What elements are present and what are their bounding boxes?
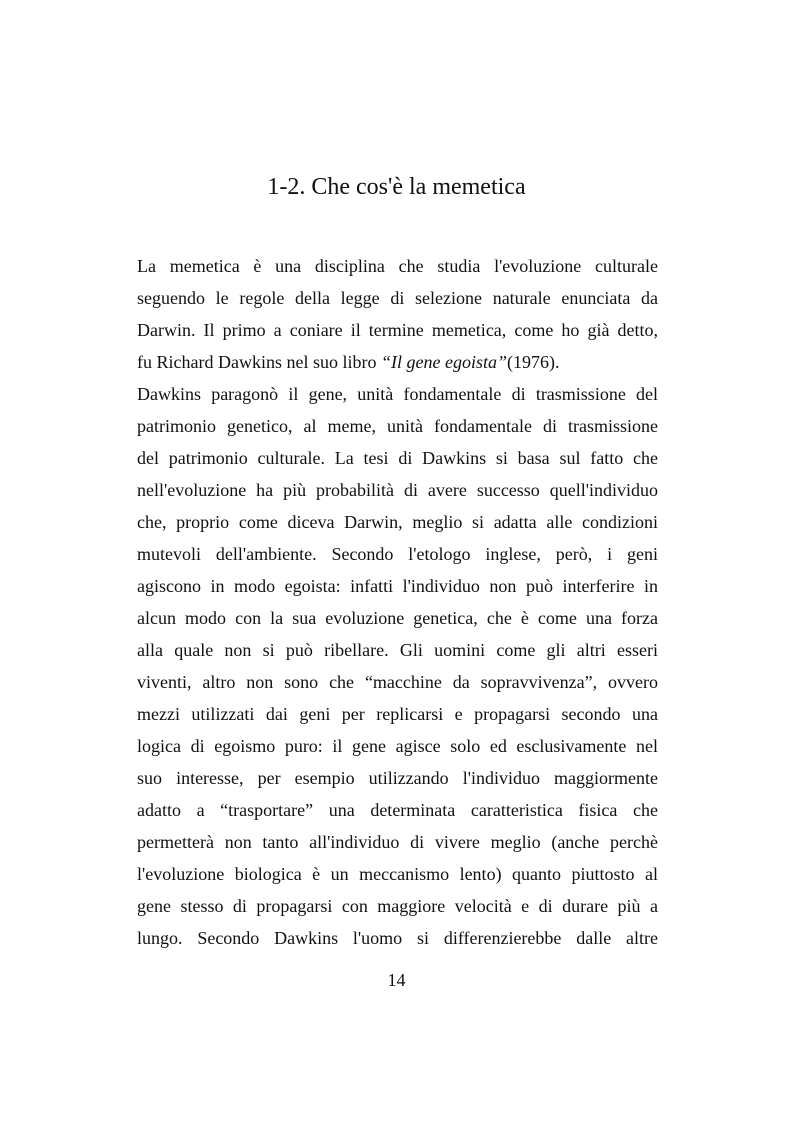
text-line: mezzi utilizzati dai geni per replicarsi e propagarsi secondo una — [137, 704, 658, 724]
text-line: alla quale non si può ribellare. Gli uomini come gli altri esseri — [137, 640, 658, 660]
text-fragment: fu Richard Dawkins nel suo libro — [137, 352, 381, 372]
book-title: “Il gene egoista” — [380, 352, 507, 372]
text-line: l'evoluzione biologica è un meccanismo lento) quanto piuttosto al — [137, 864, 658, 884]
text-line: logica di egoismo puro: il gene agisce solo ed esclusivamente nel — [137, 736, 658, 756]
text-line: nell'evoluzione ha più probabilità di avere successo quell'individuo — [137, 480, 658, 500]
text-line: alcun modo con la sua evoluzione genetica, che è come una forza — [137, 608, 658, 628]
text-line: permetterà non tanto all'individuo di vivere meglio (anche perchè — [137, 832, 658, 852]
text-line: adatto a “trasportare” una determinata caratteristica fisica che — [137, 800, 658, 820]
text-line: mutevoli dell'ambiente. Secondo l'etologo inglese, però, i geni — [137, 544, 658, 564]
text-line: lungo. Secondo Dawkins l'uomo si differenzierebbe dalle altre — [137, 928, 658, 948]
text-line: che, proprio come diceva Darwin, meglio si adatta alle condizioni — [137, 512, 658, 532]
text-line: seguendo le regole della legge di selezione naturale enunciata da — [137, 288, 658, 308]
text-line: del patrimonio culturale. La tesi di Dawkins si basa sul fatto che — [137, 448, 658, 468]
text-line: agiscono in modo egoista: infatti l'individuo non può interferire in — [137, 576, 658, 596]
body-text — [137, 250, 658, 954]
text-line: gene stesso di propagarsi con maggiore velocità e di durare più a — [137, 896, 658, 916]
section-heading: 1-2. Che cos'è la memetica — [267, 174, 526, 200]
text-line: Dawkins paragonò il gene, unità fondamentale di trasmissione del — [137, 384, 658, 404]
page-number: 14 — [387, 970, 406, 990]
paragraph-2 — [137, 378, 658, 954]
text-line: patrimonio genetico, al meme, unità fondamentale di trasmissione — [137, 416, 658, 436]
text-line: viventi, altro non sono che “macchine da sopravvivenza”, ovvero — [137, 672, 658, 692]
text-line: Darwin. Il primo a coniare il termine memetica, come ho già detto, — [137, 320, 658, 340]
text-fragment: (1976). — [506, 352, 560, 372]
paragraph-1 — [137, 250, 658, 378]
text-line — [137, 346, 658, 378]
text-line: La memetica è una disciplina che studia l'evoluzione culturale — [137, 256, 658, 276]
text-line: suo interesse, per esempio utilizzando l'individuo maggiormente — [137, 768, 658, 788]
